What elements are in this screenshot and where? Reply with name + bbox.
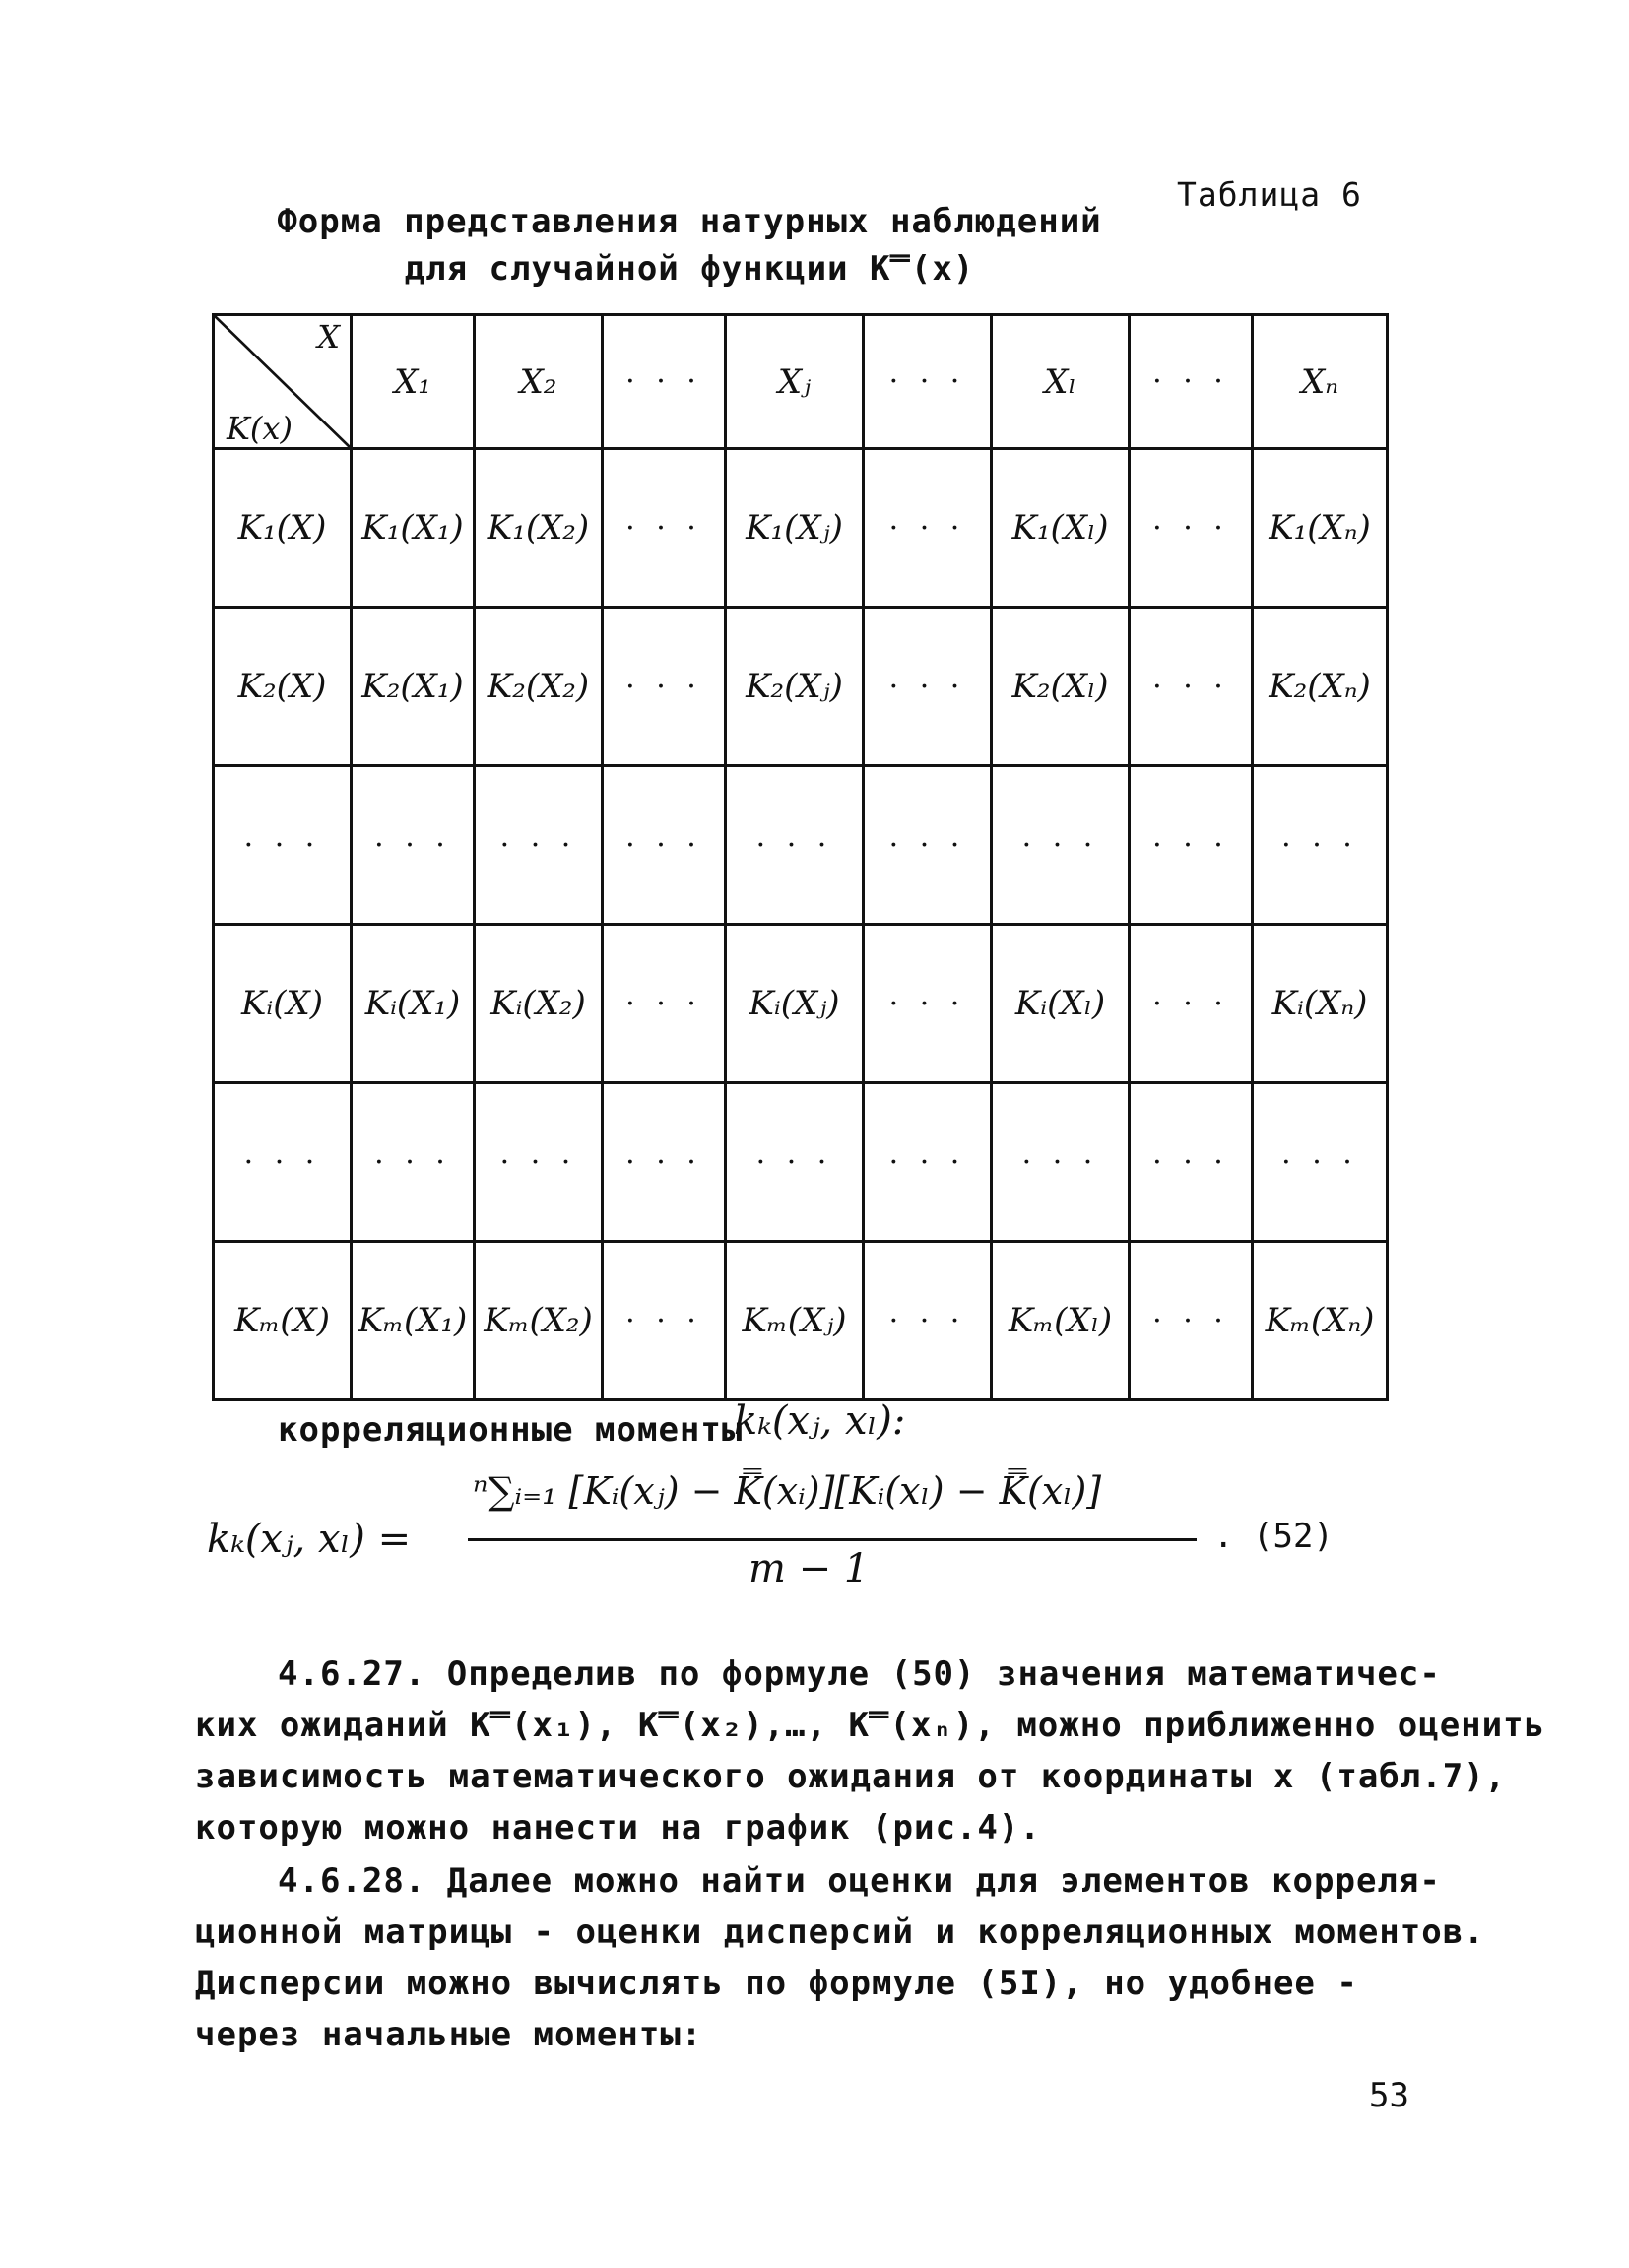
table-cell: K₂(Xₙ) bbox=[1253, 608, 1388, 766]
table-caption-line1: Форма представления натурных наблюдений bbox=[277, 202, 1102, 241]
table-cell: Kᵢ(Xₗ) bbox=[992, 925, 1130, 1083]
table-cell: · · · bbox=[603, 1083, 726, 1242]
table-cell: · · · bbox=[864, 1083, 992, 1242]
table-cell: · · · bbox=[352, 1083, 475, 1242]
formula-lhs: kₖ(xⱼ, xₗ) = bbox=[207, 1517, 412, 1562]
table-row bbox=[214, 925, 1388, 1083]
table-cell: K₂(X₁) bbox=[352, 608, 475, 766]
paragraph-line: ких ожиданий K̿(x₁), K̿(x₂),…, K̿(xₙ), можно приближенно оценить bbox=[195, 1706, 1546, 1745]
table-cell: · · · bbox=[726, 766, 864, 925]
paragraph-line: 4.6.28. Далее можно найти оценки для элементов корреля- bbox=[278, 1861, 1441, 1901]
row-header: K₂(X) bbox=[214, 608, 352, 766]
table-cell: · · · bbox=[864, 1242, 992, 1400]
table-cell: · · · bbox=[603, 766, 726, 925]
table-cell: K₁(Xⱼ) bbox=[726, 449, 864, 608]
fraction-bar bbox=[468, 1538, 1197, 1541]
table-cell: · · · bbox=[864, 766, 992, 925]
table-row bbox=[214, 608, 1388, 766]
row-header: K₁(X) bbox=[214, 449, 352, 608]
column-header: X₁ bbox=[352, 315, 475, 449]
table-cell: Kₘ(Xₗ) bbox=[992, 1242, 1130, 1400]
table-header-row bbox=[214, 315, 1388, 449]
table-cell: · · · bbox=[992, 1083, 1130, 1242]
observation-table bbox=[212, 313, 1389, 1401]
table-cell: · · · bbox=[475, 766, 603, 925]
paragraph-line: зависимость математического ожидания от координаты x (табл.7), bbox=[195, 1757, 1507, 1796]
table-cell: Kᵢ(Xₙ) bbox=[1253, 925, 1388, 1083]
table-cell: · · · bbox=[1130, 608, 1253, 766]
table-cell: · · · bbox=[352, 766, 475, 925]
table-row bbox=[214, 1242, 1388, 1400]
column-header: Xⱼ bbox=[726, 315, 864, 449]
formula-period: . bbox=[1213, 1517, 1234, 1556]
table-cell: · · · bbox=[603, 449, 726, 608]
table-cell: · · · bbox=[1130, 766, 1253, 925]
table-label: Таблица 6 bbox=[1177, 175, 1362, 214]
row-header: · · · bbox=[214, 1083, 352, 1242]
formula-numerator: ⁿ∑ᵢ₌₁ [Kᵢ(xⱼ) − K̿(xᵢ)][Kᵢ(xₗ) − K̿(xₗ)] bbox=[473, 1469, 1102, 1513]
column-header: X₂ bbox=[475, 315, 603, 449]
table-cell: Kₘ(X₂) bbox=[475, 1242, 603, 1400]
table-cell: · · · bbox=[1130, 449, 1253, 608]
table-cell: K₁(Xₗ) bbox=[992, 449, 1130, 608]
equation-number: (52) bbox=[1253, 1517, 1334, 1556]
table-row bbox=[214, 766, 1388, 925]
table-cell: Kᵢ(X₂) bbox=[475, 925, 603, 1083]
table-cell: K₂(Xₗ) bbox=[992, 608, 1130, 766]
table-cell: · · · bbox=[864, 449, 992, 608]
table-cell: · · · bbox=[1130, 925, 1253, 1083]
table-cell: · · · bbox=[864, 925, 992, 1083]
column-header: · · · bbox=[864, 315, 992, 449]
table-cell: K₂(Xⱼ) bbox=[726, 608, 864, 766]
table-cell: · · · bbox=[603, 608, 726, 766]
column-header: · · · bbox=[603, 315, 726, 449]
table-cell: Kₘ(X₁) bbox=[352, 1242, 475, 1400]
corner-k-label: K(x) bbox=[227, 410, 293, 447]
table-cell: · · · bbox=[992, 766, 1130, 925]
paragraph-line: 4.6.27. Определив по формуле (50) значения математичес- bbox=[278, 1654, 1441, 1694]
paragraph-line: через начальные моменты: bbox=[195, 2015, 703, 2054]
page-number: 53 bbox=[1369, 2076, 1409, 2115]
table-cell: Kₘ(Xₙ) bbox=[1253, 1242, 1388, 1400]
table-cell: · · · bbox=[1253, 766, 1388, 925]
paragraph-line: Дисперсии можно вычислять по формуле (5I), но удобнее - bbox=[195, 1964, 1358, 2003]
column-header: Xₙ bbox=[1253, 315, 1388, 449]
paragraph-line: ционной матрицы - оценки дисперсий и корреляционных моментов. bbox=[195, 1912, 1485, 1952]
table-cell: · · · bbox=[603, 1242, 726, 1400]
table-row bbox=[214, 1083, 1388, 1242]
corner-cell bbox=[214, 315, 352, 449]
corner-x-label: X bbox=[317, 318, 340, 356]
column-header: Xₗ bbox=[992, 315, 1130, 449]
table-cell: Kᵢ(Xⱼ) bbox=[726, 925, 864, 1083]
table-row bbox=[214, 449, 1388, 608]
table-cell: K₂(X₂) bbox=[475, 608, 603, 766]
row-header: Kᵢ(X) bbox=[214, 925, 352, 1083]
paragraph-line: которую можно нанести на график (рис.4). bbox=[195, 1808, 1041, 1847]
row-header: Kₘ(X) bbox=[214, 1242, 352, 1400]
table-cell: · · · bbox=[1253, 1083, 1388, 1242]
table-cell: K₁(Xₙ) bbox=[1253, 449, 1388, 608]
table-cell: · · · bbox=[726, 1083, 864, 1242]
table-cell: Kᵢ(X₁) bbox=[352, 925, 475, 1083]
table-cell: Kₘ(Xⱼ) bbox=[726, 1242, 864, 1400]
table-caption-line2: для случайной функции K̿(x) bbox=[404, 249, 975, 289]
table-cell: · · · bbox=[1130, 1242, 1253, 1400]
row-header: · · · bbox=[214, 766, 352, 925]
correlation-label: корреляционные моменты bbox=[278, 1410, 744, 1450]
correlation-expression: kₖ(xⱼ, xₗ): bbox=[734, 1398, 906, 1444]
column-header: · · · bbox=[1130, 315, 1253, 449]
table-cell: K₁(X₁) bbox=[352, 449, 475, 608]
table-cell: · · · bbox=[864, 608, 992, 766]
table-cell: · · · bbox=[1130, 1083, 1253, 1242]
formula-denominator: m − 1 bbox=[749, 1546, 870, 1591]
table-cell: · · · bbox=[475, 1083, 603, 1242]
table-cell: K₁(X₂) bbox=[475, 449, 603, 608]
table-cell: · · · bbox=[603, 925, 726, 1083]
